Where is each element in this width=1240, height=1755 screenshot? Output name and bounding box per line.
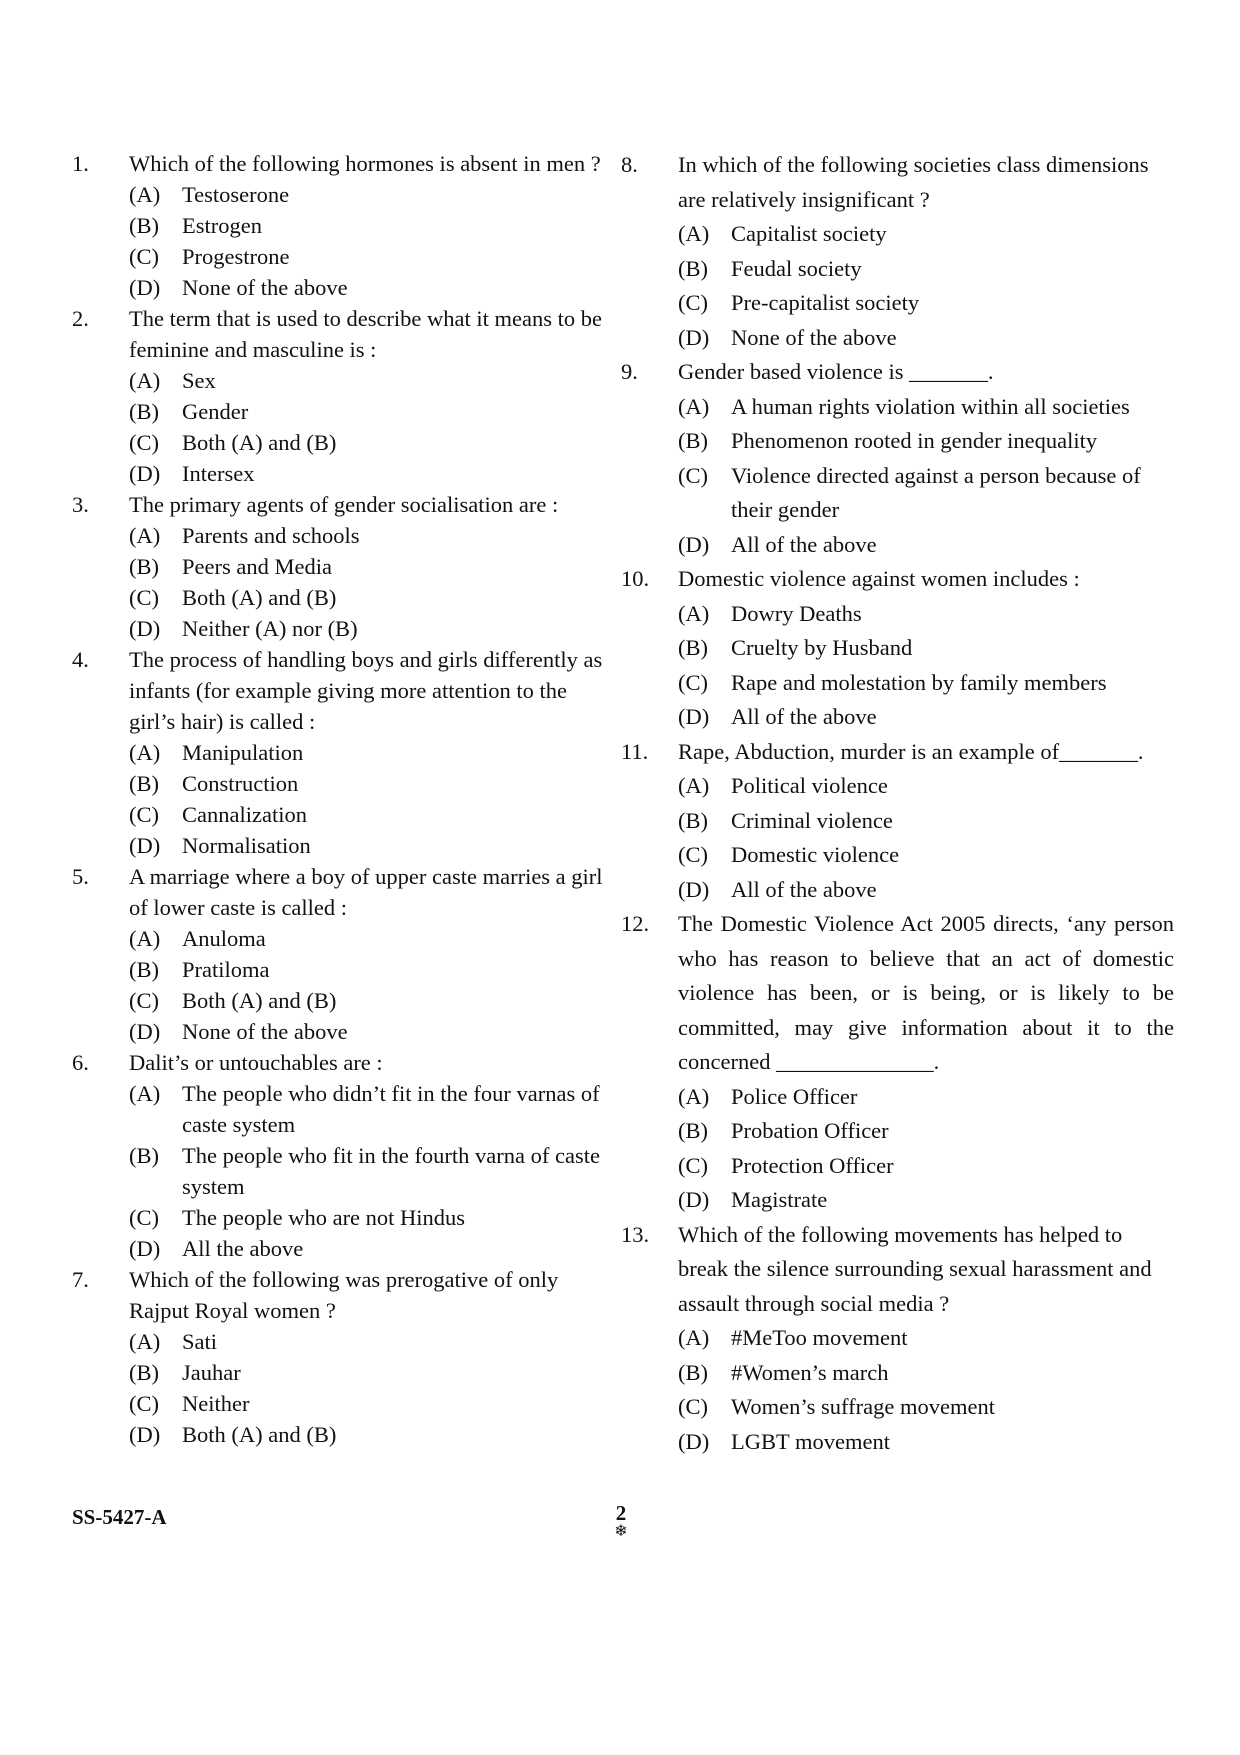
option-letter: (D) <box>129 1236 161 1261</box>
option <box>129 1078 617 1140</box>
option-letter: (A) <box>129 368 161 393</box>
option-letter: (A) <box>678 773 710 798</box>
question-text: The Domestic Violence Act 2005 directs, ‘any person who has reason to believe that an act of domestic violence has been, or is being, or is likely to be committed, may give information about it to the concerned ______________. <box>678 911 1174 1074</box>
question-text: The process of handling boys and girls differently as infants (for example giving more attention to the girl’s hair) is called : <box>129 647 603 734</box>
option-text: Political violence <box>731 773 888 798</box>
question-number: 6. <box>72 1050 89 1075</box>
option-text: Rape and molestation by family members <box>731 669 1107 695</box>
option-letter: (A) <box>678 600 710 626</box>
question-number: 2. <box>72 306 89 331</box>
option-text: Construction <box>182 771 299 796</box>
option <box>678 1425 1174 1460</box>
question-number: 13. <box>621 1221 650 1247</box>
option <box>678 424 1174 459</box>
option-letter: (D) <box>678 531 710 557</box>
option-text: Gender <box>182 399 249 424</box>
option-text: A human rights violation within all societies <box>731 393 1130 419</box>
option-text: The people who are not Hindus <box>182 1205 466 1230</box>
option-letter: (B) <box>129 1143 159 1168</box>
option-text: Police Officer <box>731 1083 858 1109</box>
question <box>72 1047 617 1264</box>
option-letter: (B) <box>678 428 708 453</box>
question <box>621 907 1174 1218</box>
option-text: All of the above <box>731 531 877 557</box>
option-letter: (A) <box>678 221 710 246</box>
left-column <box>72 148 617 1450</box>
option-letter: (C) <box>678 669 708 695</box>
option <box>129 179 617 210</box>
option-letter: (A) <box>678 1083 710 1109</box>
option <box>678 597 1174 632</box>
question-text: Which of the following movements has helped to break the silence surrounding sexual harassment and assault through social media ? <box>678 1221 1152 1316</box>
options-list <box>678 769 1174 907</box>
option <box>678 286 1174 321</box>
option <box>129 210 617 241</box>
question <box>621 735 1174 908</box>
option-letter: (C) <box>129 585 159 610</box>
option <box>129 985 617 1016</box>
option <box>129 1357 617 1388</box>
question-text: Dalit’s or untouchables are : <box>129 1050 383 1075</box>
option-letter: (D) <box>129 275 161 300</box>
options-list <box>129 1078 617 1264</box>
question <box>72 148 617 303</box>
option-text: Sati <box>182 1329 218 1354</box>
option-letter: (B) <box>678 807 708 833</box>
option-letter: (B) <box>678 1118 708 1143</box>
option-text: All of the above <box>731 876 877 902</box>
option <box>129 737 617 768</box>
options-list <box>129 1326 617 1450</box>
option <box>678 528 1174 563</box>
option-letter: (C) <box>678 290 708 315</box>
option-text: Peers and Media <box>182 554 332 579</box>
options-list <box>129 923 617 1047</box>
option-text: #MeToo movement <box>731 1325 908 1350</box>
option <box>129 241 617 272</box>
option-text: Women’s suffrage movement <box>731 1394 995 1419</box>
option-text: Dowry Deaths <box>731 600 862 626</box>
question-text: Rape, Abduction, murder is an example of_______. <box>678 738 1144 764</box>
option-text: Neither <box>182 1391 250 1416</box>
option-text: Both (A) and (B) <box>182 988 337 1013</box>
option <box>678 217 1174 252</box>
question-number: 5. <box>72 864 89 889</box>
option-text: None of the above <box>182 275 348 300</box>
option-text: All of the above <box>731 704 877 729</box>
option <box>129 1388 617 1419</box>
option <box>129 365 617 396</box>
option-letter: (A) <box>129 926 161 951</box>
option-letter: (C) <box>129 1391 159 1416</box>
question-text: Which of the following was prerogative of only Rajput Royal women ? <box>129 1267 559 1323</box>
option-letter: (C) <box>129 1205 159 1230</box>
question-number: 9. <box>621 359 638 384</box>
options-list <box>678 597 1174 735</box>
option-letter: (D) <box>129 833 161 858</box>
option <box>129 551 617 582</box>
question-number: 11. <box>621 738 649 764</box>
option <box>129 427 617 458</box>
option-letter: (A) <box>678 1325 710 1350</box>
option <box>678 321 1174 356</box>
option-letter: (A) <box>129 740 161 765</box>
option-text: Phenomenon rooted in gender inequality <box>731 428 1098 453</box>
question-number: 4. <box>72 647 89 672</box>
option-text: Both (A) and (B) <box>182 430 337 455</box>
options-list <box>129 365 617 489</box>
options-list <box>678 1321 1174 1459</box>
option <box>129 1140 617 1202</box>
option <box>129 768 617 799</box>
option-letter: (B) <box>129 554 159 579</box>
option <box>129 613 617 644</box>
option <box>129 830 617 861</box>
option-letter: (C) <box>678 1152 708 1178</box>
question <box>621 148 1174 355</box>
question-text: The term that is used to describe what it means to be feminine and masculine is : <box>129 306 602 362</box>
option-letter: (C) <box>129 430 159 455</box>
option-text: Anuloma <box>182 926 266 951</box>
question-number: 12. <box>621 911 650 936</box>
option-letter: (C) <box>678 1394 708 1419</box>
question <box>72 861 617 1047</box>
option <box>678 838 1174 873</box>
option <box>678 459 1174 528</box>
option <box>129 520 617 551</box>
option <box>129 458 617 489</box>
option-text: Both (A) and (B) <box>182 585 337 610</box>
option-text: Protection Officer <box>731 1152 894 1178</box>
options-list <box>129 737 617 861</box>
option-letter: (B) <box>678 1359 708 1385</box>
question <box>621 355 1174 562</box>
option-text: Sex <box>182 368 216 393</box>
option <box>129 1419 617 1450</box>
option-letter: (B) <box>129 1360 159 1385</box>
right-column <box>621 148 1174 1459</box>
option-text: Feudal society <box>731 255 862 281</box>
option-letter: (B) <box>129 957 159 982</box>
option <box>129 582 617 613</box>
option <box>129 1202 617 1233</box>
option <box>678 252 1174 287</box>
option-text: Parents and schools <box>182 523 360 548</box>
option <box>678 390 1174 425</box>
options-list <box>678 390 1174 563</box>
option <box>129 923 617 954</box>
question <box>72 1264 617 1450</box>
option-text: Cruelty by Husband <box>731 635 913 660</box>
page-number: 2 <box>615 1501 627 1525</box>
option-text: Progestrone <box>182 244 290 269</box>
question-text: Which of the following hormones is absent in men ? <box>129 151 601 176</box>
option <box>129 1016 617 1047</box>
option-text: Manipulation <box>182 740 304 765</box>
option-letter: (B) <box>678 255 708 281</box>
option-letter: (B) <box>129 399 159 424</box>
question <box>621 562 1174 735</box>
option <box>129 1233 617 1264</box>
option-letter: (B) <box>678 635 708 660</box>
option-text: Magistrate <box>731 1187 828 1212</box>
option-text: #Women’s march <box>731 1359 889 1385</box>
option-letter: (D) <box>678 876 710 902</box>
options-list <box>129 520 617 644</box>
question-text: In which of the following societies class dimensions are relatively insignificant ? <box>678 152 1149 212</box>
option-text: Jauhar <box>182 1360 241 1385</box>
option <box>678 631 1174 666</box>
question-text: A marriage where a boy of upper caste marries a girl of lower caste is called : <box>129 864 603 920</box>
option-text: Pratiloma <box>182 957 270 982</box>
option <box>678 873 1174 908</box>
option <box>129 1326 617 1357</box>
snowflake-icon: ❄ <box>614 1523 628 1540</box>
question-text: Gender based violence is _______. <box>678 359 994 384</box>
option <box>678 1321 1174 1356</box>
question-text: Domestic violence against women includes : <box>678 566 1080 591</box>
option-text: Intersex <box>182 461 255 486</box>
option-letter: (D) <box>678 324 710 350</box>
option-letter: (A) <box>129 1329 161 1354</box>
option-letter: (A) <box>129 182 161 207</box>
option-letter: (D) <box>678 1428 710 1454</box>
option-letter: (D) <box>129 616 161 641</box>
option-text: Domestic violence <box>731 842 900 867</box>
option <box>678 1356 1174 1391</box>
option-text: None of the above <box>731 324 897 350</box>
option-text: Normalisation <box>182 833 311 858</box>
option <box>678 1080 1174 1115</box>
question-number: 3. <box>72 492 89 517</box>
option-text: Testoserone <box>182 182 290 207</box>
option-letter: (C) <box>129 988 159 1013</box>
option-letter: (D) <box>678 1187 710 1212</box>
option-text: LGBT movement <box>731 1428 890 1454</box>
option-letter: (D) <box>129 1019 161 1044</box>
option-letter: (D) <box>129 461 161 486</box>
option-text: Capitalist society <box>731 221 887 246</box>
option <box>129 954 617 985</box>
option <box>678 700 1174 735</box>
question <box>621 1218 1174 1460</box>
question <box>72 644 617 861</box>
option-text: The people who fit in the fourth varna of caste system <box>182 1143 600 1199</box>
option-letter: (A) <box>129 1081 161 1106</box>
option-text: All the above <box>182 1236 304 1261</box>
option-letter: (A) <box>678 393 710 419</box>
option-text: None of the above <box>182 1019 348 1044</box>
option-text: Criminal violence <box>731 807 893 833</box>
option-letter: (A) <box>129 523 161 548</box>
option <box>129 396 617 427</box>
option-letter: (D) <box>678 704 710 729</box>
option-text: Neither (A) nor (B) <box>182 616 358 641</box>
option <box>678 1390 1174 1425</box>
option-letter: (B) <box>129 771 159 796</box>
option-text: Violence directed against a person because of their gender <box>731 462 1141 522</box>
option-letter: (C) <box>129 244 159 269</box>
option-text: Pre-capitalist society <box>731 290 920 315</box>
option-text: The people who didn’t fit in the four varnas of caste system <box>182 1081 600 1137</box>
option <box>129 272 617 303</box>
options-list <box>678 217 1174 355</box>
options-list <box>129 179 617 303</box>
option <box>678 804 1174 839</box>
question <box>72 489 617 644</box>
option-text: Estrogen <box>182 213 262 238</box>
option-letter: (C) <box>129 802 159 827</box>
option-letter: (D) <box>129 1422 161 1447</box>
option <box>678 1183 1174 1218</box>
option <box>678 769 1174 804</box>
question-number: 7. <box>72 1267 89 1292</box>
question-number: 1. <box>72 151 89 176</box>
option <box>678 666 1174 701</box>
options-list <box>678 1080 1174 1218</box>
question-text: The primary agents of gender socialisation are : <box>129 492 559 517</box>
option <box>678 1114 1174 1149</box>
option-letter: (C) <box>678 462 708 488</box>
option-letter: (C) <box>678 842 708 867</box>
option <box>678 1149 1174 1184</box>
option <box>129 799 617 830</box>
question-number: 8. <box>621 152 638 177</box>
option-text: Both (A) and (B) <box>182 1422 337 1447</box>
paper-code: SS-5427-A <box>72 1505 167 1529</box>
option-letter: (B) <box>129 213 159 238</box>
option-text: Probation Officer <box>731 1118 889 1143</box>
question-number: 10. <box>621 566 650 591</box>
option-text: Cannalization <box>182 802 307 827</box>
question <box>72 303 617 489</box>
